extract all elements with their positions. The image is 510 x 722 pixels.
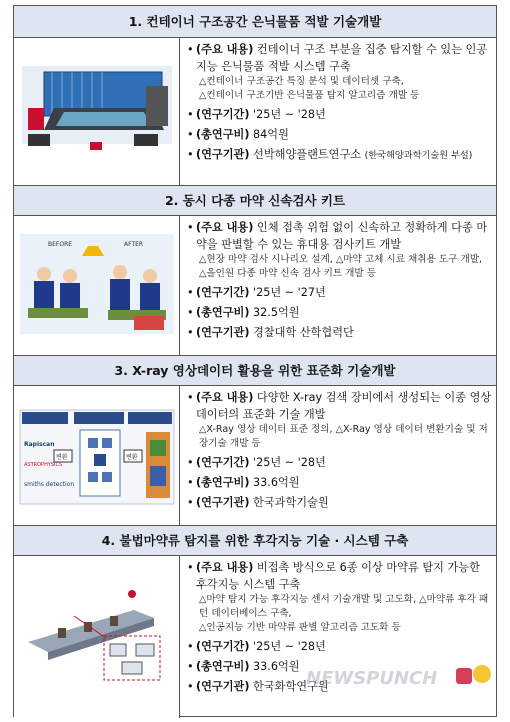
- before-label: BEFORE: [48, 241, 73, 248]
- section-3-org: [187, 494, 492, 511]
- projects-table: [13, 5, 497, 717]
- content-text: 다양한 X-ray 검색 장비에서 생성되는 이종 영상 데이터의 표준화 기술 개발: [196, 391, 492, 421]
- section-2-budget: [187, 304, 492, 321]
- budget-value: 33.6억원: [253, 660, 300, 673]
- content-text: 비접촉 방식으로 6종 이상 마약류 탐지 가능한 후각지능 시스템 구축: [196, 561, 480, 591]
- org-note: (한국해양과학기술원 부설): [364, 150, 473, 161]
- period-value: '25년 ~ '27년: [253, 286, 326, 299]
- content-text: 인체 접촉 위험 없이 신속하고 정확하게 다종 마약을 판별할 수 있는 휴대용 검사키트 개발: [196, 221, 488, 251]
- section-4-title: 4. 불법마약류 탐지를 위한 후각지능 기술 · 시스템 구축: [14, 525, 496, 556]
- astrophysics-label: ASTROPHYSICS: [24, 462, 63, 468]
- section-1-org: [187, 146, 492, 164]
- org-value: 경찰대학 산학협력단: [253, 326, 354, 339]
- period-label: (연구기간): [196, 456, 250, 469]
- content-label: (주요 내용): [196, 391, 254, 404]
- section-3-budget: [187, 474, 492, 491]
- budget-label: (총연구비): [196, 476, 250, 489]
- content-label: (주요 내용): [196, 561, 254, 574]
- section-2-title: 2. 동시 다종 마약 신속검사 키트: [14, 185, 496, 216]
- section-4-illustration: [14, 556, 180, 718]
- section-4-period: [187, 638, 492, 655]
- watermark-text: NEWSPUNCH: [306, 668, 438, 689]
- convert-label-1: 변환: [56, 454, 68, 461]
- section-4-sub-1: △마약 탐지 가능 후각지능 센서 기술개발 및 고도화, △마약류 후각 패턴 데이터베이스 구축,: [199, 594, 489, 619]
- section-2-illustration: [14, 216, 180, 356]
- org-label: (연구기관): [196, 326, 250, 339]
- budget-label: (총연구비): [196, 306, 250, 319]
- period-value: '25년 ~ '28년: [253, 456, 326, 469]
- budget-value: 32.5억원: [253, 306, 300, 319]
- budget-value: 84억원: [253, 128, 289, 141]
- org-label: (연구기관): [196, 496, 250, 509]
- content-label: (주요 내용): [196, 43, 254, 56]
- org-value: 선박해양플랜트연구소: [253, 148, 362, 161]
- section-4-content: [187, 559, 492, 593]
- section-3-period: [187, 454, 492, 471]
- period-label: (연구기간): [196, 286, 250, 299]
- section-3-details: [181, 386, 496, 526]
- period-value: '25년 ~ '28년: [253, 108, 326, 121]
- section-4-budget: [187, 658, 492, 675]
- section-3-illustration: [14, 386, 180, 526]
- rapiscan-label: Rapiscan: [24, 441, 55, 448]
- section-4-org: [187, 678, 492, 695]
- period-label: (연구기간): [196, 108, 250, 121]
- content-text: 컨테이너 구조 부분을 집중 탐지할 수 있는 인공지능 은닉물품 적발 시스템 구축: [196, 43, 488, 73]
- budget-label: (총연구비): [196, 660, 250, 673]
- section-1-details: [181, 38, 496, 186]
- section-4-sub-2: △인공지능 기반 마약류 판별 알고리즘 고도화 등: [199, 622, 401, 633]
- smiths-label: smiths detection: [24, 481, 75, 488]
- section-1-row: [14, 38, 496, 186]
- section-1-sub-2: △컨테이너 구조기반 은닉물품 탐지 알고리즘 개발 등: [199, 90, 420, 101]
- convert-label-2: 변환: [126, 454, 138, 461]
- olfactory-system-illustration: [14, 556, 180, 718]
- org-label: (연구기관): [196, 680, 250, 693]
- section-4-row: [14, 556, 496, 718]
- section-2-details: [181, 216, 496, 356]
- org-label: (연구기관): [196, 148, 250, 161]
- after-label: AFTER: [124, 241, 144, 248]
- org-value: 한국과학기술원: [253, 496, 329, 509]
- section-4-details: [181, 556, 496, 718]
- section-1-sub-1: △컨테이너 구조공간 특징 분석 및 데이터셋 구축,: [199, 76, 404, 87]
- section-2-period: [187, 284, 492, 301]
- section-1-budget: [187, 126, 492, 143]
- section-3-sub-1: △X-Ray 영상 데이터 표준 정의, △X-Ray 영상 데이터 변환기술 및 저장기술 개발 등: [199, 424, 488, 449]
- period-label: (연구기간): [196, 640, 250, 653]
- period-value: '25년 ~ '28년: [253, 640, 326, 653]
- section-1-content: [187, 41, 492, 75]
- budget-value: 33.6억원: [253, 476, 300, 489]
- xray-standard-illustration: [14, 386, 180, 526]
- section-1-period: [187, 106, 492, 123]
- org-value: 한국화학연구원: [253, 680, 329, 693]
- section-2-content: [187, 219, 492, 253]
- section-3-row: [14, 386, 496, 526]
- drug-kit-illustration: [14, 216, 180, 356]
- section-3-content: [187, 389, 492, 423]
- content-label: (주요 내용): [196, 221, 254, 234]
- section-2-sub-1: △현장 마약 검사 시나리오 설계, △마약 고체 시료 채취용 도구 개발, △올인원 다종 마약 신속 검사 키트 개발 등: [199, 254, 483, 279]
- section-3-title: 3. X-ray 영상데이터 활용을 위한 표준화 기술개발: [14, 355, 496, 386]
- budget-label: (총연구비): [196, 128, 250, 141]
- section-2-org: [187, 324, 492, 341]
- section-1-title: 1. 컨테이너 구조공간 은닉물품 적발 기술개발: [14, 5, 496, 38]
- section-1-illustration: [14, 38, 180, 186]
- container-scan-illustration: [14, 38, 180, 186]
- section-2-row: [14, 216, 496, 356]
